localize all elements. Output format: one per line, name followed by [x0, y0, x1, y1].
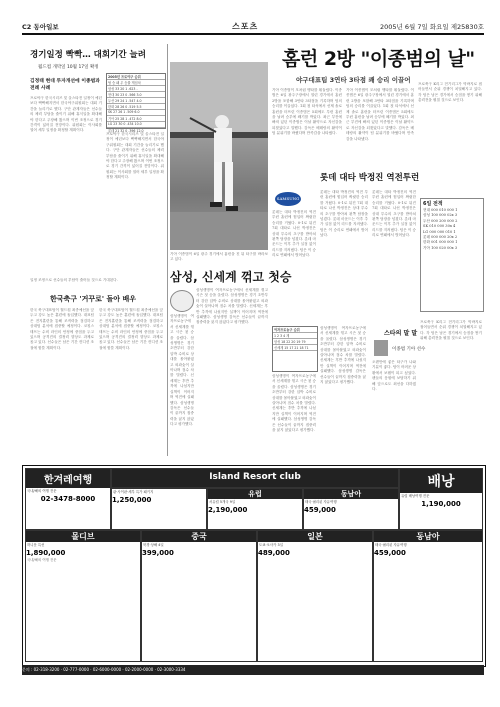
ad-china[interactable]	[141, 530, 257, 662]
ad-europe[interactable]	[207, 488, 303, 530]
basketball-score-table	[272, 326, 318, 372]
travel-ad-section	[22, 465, 486, 667]
right-notes-body: 프로축구 K리그 전기리그가 막바지로 접어들면서 순위 경쟁이 치열해지고 있다. 각 팀은 남은 경기에서 승점을 쌓기 위해 총력전을 펼칠 것으로 보인다.	[418, 82, 482, 103]
ad-line: 도쿄·오사카 3일	[259, 543, 283, 547]
scoreboard-line: LG 000 000 010 1	[423, 229, 456, 234]
left-caption: 일정 조정으로 선수들의 부담이 줄어들 것으로 기대된다.	[30, 278, 118, 282]
table-row: 현대 30 23 0 .566 3.0	[107, 92, 165, 98]
ad-line: 괌·사이판·세부 특가 패키지	[113, 490, 154, 494]
columnist-photo	[374, 340, 388, 356]
second-body: 삼성생명이 여자프로농구에서 신세계를 꺾고 시즌 첫 승을 올렸다. 삼성생명은 경기 초반부터 강한 압박 수비로 상대를 몰아붙였고 외곽슛이 살아나며 점수 차를 벌렸다. 신세계는 후반 추격에 나섰지만 실책이 이어지며 역전에 실패했다. 삼성생명 감독은 선수들이 끝까지 집중력을 잃지 않았다고 평가했다.	[196, 288, 268, 325]
second-body-4: 삼성생명이 여자프로농구에서 신세계를 꺾고 시즌 첫 승을 올렸다. 삼성생명은 경기 초반부터 강한 압박 수비로 상대를 몰아붙였고 외곽슛이 살아나며 점수 차를 벌렸다. 신세계는 후반 추격에 나섰지만 실책이 이어지며 역전에 실패했다. 삼성생명 감독은 선수들이 끝까지 집중력을 잃지 않았다고 평가했다.	[320, 326, 366, 385]
ad-line: 태국·필리핀 자유여행	[375, 543, 407, 547]
ad-price: 399,000	[142, 549, 174, 558]
ad-title: 중국	[142, 531, 256, 542]
scoreboard-box	[420, 198, 484, 312]
ad-line: 유럽 배낭여행 전문	[401, 494, 430, 498]
scoreboard-line: 두산 000 200 000 2	[423, 218, 458, 223]
ad-phone: 02-3478-8000	[40, 495, 96, 504]
section-title: 스포츠	[232, 22, 259, 31]
samsung-logo: SAMSUNG	[275, 192, 301, 206]
table-row: 롯데 21 32 0 .396 12.0	[108, 129, 144, 133]
ad-price: 489,000	[258, 549, 290, 558]
left-standings-table	[106, 73, 166, 133]
table-row: 기아 25 28 1 .472 8.0	[107, 116, 165, 122]
table-row: 팀 승 패 무 승률 게임차	[107, 80, 165, 86]
ad-line: 태국·필리핀 자유여행	[305, 500, 337, 504]
left-lower-body: 한국 축구대표팀이 월드컵 최종예선을 앞두고 강도 높은 훈련에 돌입했다. 대표팀은 전지훈련을 통해 조직력을 점검하고 상대팀 분석에 집중할 예정이다. 코칭스태프는 수비 라인의 안정에 중점을 두고 있으며 공격진의 결정력 향상도 과제로 꼽고 있다. 선수들은 남은 기간 컨디션 조절에 힘쓸 계획이다.	[30, 308, 94, 350]
ad-title: Island Resort club	[112, 469, 398, 482]
main-subhead: 야구대표팀 3연타 3타점 쾌 승리 이끌어	[296, 76, 411, 84]
ad-price: 1,890,000	[26, 549, 66, 558]
batter-figure-icon	[170, 62, 268, 250]
table-row: 한화 28 26 0 .519 5.5	[107, 104, 165, 110]
table-row: LG 23 30 0 .434 10.0	[107, 122, 165, 128]
left-small-head: 김정태 현대 투자개선에 이종범과 전례 사례	[30, 79, 100, 91]
photo-caption: 기아 이종범이 6일 광주 경기에서 홈런을 친 뒤 타구를 바라보고 있다.	[170, 252, 268, 262]
scoreboard-line: 삼성 100 000 02x 3	[423, 213, 458, 218]
ad-island-banner[interactable]	[111, 468, 399, 488]
batter-photo	[170, 62, 268, 250]
ad-title: 동남아	[304, 489, 398, 499]
ad-title: 몰디브	[26, 531, 140, 542]
ad-backpack[interactable]	[399, 468, 483, 530]
ad-title: 일본	[258, 531, 372, 542]
main-article-body-2: 기아 이종범이 모처럼 맹타를 휘둘렀다. 이종범은 6일 광주구장에서 열린 경기에서 홈런 2방을 포함해 3안타 3타점을 기록하며 팀의 승리를 이끌었다. 1회 첫 타석에서 선제 솔로 홈런을 터뜨린 이종범은 5회에도 투런 홈런을 날려 승부에 쐐기를 박았다. 최근 부진에 빠져 있던 이종범은 이날 활약으로 자신감을 되찾았다고 말했다. 감독은 베테랑의 활약이 팀 분위기를 바꿨다며 만족감을 나타냈다.	[346, 88, 414, 141]
page-header	[22, 22, 484, 32]
table-row: 삼성 33 20 1 .623 -	[107, 86, 165, 92]
ad-island-price[interactable]	[111, 488, 207, 530]
table-row: 1 2 3 4 계	[273, 333, 317, 339]
sidebar-body: 롯데는 대타 박정진의 역전 투런 홈런에 힘입어 짜릿한 승리를 거뒀다. 0-1로 뒤진 7회 대타로 나선 박정진은 상대 투수의 초구를 받아쳐 왼쪽 담장을 넘겼다. 롯데 마운드는 이후 추가 실점 없이 리드를 지켜냈다. 팀은 이 승리로 연패에서 벗어났다.	[272, 210, 316, 258]
ad-title: 동남아	[374, 531, 482, 542]
scoreboard-line: 한화 001 000 000 1	[423, 240, 458, 245]
ad-title: 한겨레여행	[26, 469, 110, 488]
ad-contact-strip: 문의 : 02-318-3200 · 02-777-0000 · 02-6000-0000 · 02-2000-0000 · 02-3000-3334	[22, 665, 484, 675]
header-rule	[22, 33, 484, 35]
second-body-3: 삼성생명이 여자프로농구에서 신세계를 꺾고 시즌 첫 승을 올렸다. 삼성생명은 경기 초반부터 강한 압박 수비로 상대를 몰아붙였고 외곽슛이 살아나며 점수 차를 벌렸다. 신세계는 후반 추격에 나섰지만 실책이 이어지며 역전에 실패했다. 삼성생명 감독은 선수들이 끝까지 집중력을 잃지 않았다고 평가했다.	[272, 374, 316, 433]
ad-hankyoreh[interactable]	[25, 468, 111, 530]
scoreboard-line: SK 010 000 30x 4	[423, 224, 456, 229]
column-body: 오랜만에 좋은 타구가 나와 기분이 좋다. 팀이 어려운 상황에서 보탬이 되고 싶었다. 팬들의 응원에 보답하기 위해 앞으로도 최선을 다하겠다.	[372, 360, 416, 392]
table-row: 신세계 15 17 21 18 71	[273, 345, 317, 351]
ad-title: 배낭	[400, 469, 482, 493]
sidebar-body-3: 롯데는 대타 박정진의 역전 투런 홈런에 힘입어 짜릿한 승리를 거뒀다. 0-1로 뒤진 7회 대타로 나선 박정진은 상대 투수의 초구를 받아쳐 왼쪽 담장을 넘겼다. 롯데 마운드는 이후 추가 실점 없이 리드를 지켜냈다. 팀은 이 승리로 연패에서 벗어났다.	[372, 190, 416, 238]
left-article-body: 프로야구 한국시리즈 및 올스타전 일정이 예년보다 빡빡해지면서 한국야구위원회는 대회 기간을 늘리기로 했다. 구단 관계자들은 선수들의 체력 부담을 줄이기 위해 휴식일을 확대해야 한다고 주장해 왔으며 이번 조정으로 경기 간격이 넓어질 전망이다. 위원회는 이사회를 열어 세부 일정을 확정할 계획이다.	[30, 96, 102, 133]
second-body-left: 삼성생명이 여자프로농구에서 신세계를 꺾고 시즌 첫 승을 올렸다. 삼성생명은 경기 초반부터 강한 압박 수비로 상대를 몰아붙였고 외곽슛이 살아나며 점수 차를 벌렸다. 신세계는 후반 추격에 나섰지만 실책이 이어지며 역전에 실패했다. 삼성생명 감독은 선수들이 끝까지 집중력을 잃지 않았다고 평가했다.	[170, 314, 194, 427]
columnist-name: 이종범 기아 선수	[392, 347, 426, 352]
ad-line: 북경·상해 4일	[143, 543, 164, 547]
sidebar-headline: 롯데 대타 박정진 역전투런	[320, 173, 420, 183]
table-title: 2005년 프로야구 순위	[107, 74, 165, 80]
left-lower-body-2: 한국 축구대표팀이 월드컵 최종예선을 앞두고 강도 높은 훈련에 돌입했다. 대표팀은 전지훈련을 통해 조직력을 점검하고 상대팀 분석에 집중할 예정이다. 코칭스태프는 수비 라인의 안정에 중점을 두고 있으며 공격진의 결정력 향상도 과제로 꼽고 있다. 선수들은 남은 기간 컨디션 조절에 힘쓸 계획이다.	[99, 308, 163, 350]
scoreboard-line: 현대 000 010 000 1	[423, 208, 458, 212]
left-lower-headline: 한국축구 '거꾸로' 돌아 배우	[50, 295, 136, 303]
issue-date: 2005년 6월 7일 화요일 제25830호	[380, 23, 484, 31]
column-divider	[167, 44, 168, 456]
sidebar-body-2: 롯데는 대타 박정진의 역전 투런 홈런에 힘입어 짜릿한 승리를 거뒀다. 0-1로 뒤진 7회 대타로 나선 박정진은 상대 투수의 초구를 받아쳐 왼쪽 담장을 넘겼다. 롯데 마운드는 이후 추가 실점 없이 리드를 지켜냈다. 팀은 이 승리로 연패에서 벗어났다.	[320, 190, 368, 238]
ad-price: 459,000	[304, 506, 336, 515]
page-number: C2 동아일보	[22, 23, 59, 31]
ad-japan[interactable]	[257, 530, 373, 662]
main-headline: 홈런 2방 "이종범의 날"	[282, 48, 475, 70]
second-headline: 삼성, 신세계 꺾고 첫승	[170, 270, 292, 284]
left-byline-note: 월드컵 개막일 10월 17일 확정	[38, 65, 99, 70]
ad-maldives[interactable]	[25, 530, 141, 662]
scoreboard-line: 기아 100 020 00x 3	[423, 245, 458, 250]
ad-line: 국내/해외 여행 전문	[27, 489, 57, 493]
ad-price: 2,190,000	[208, 506, 248, 515]
table-row: 삼성 18 22 20 19 79	[273, 339, 317, 345]
ad-title: 유럽	[208, 489, 302, 499]
table-row: 두산 29 24 1 .547 4.0	[107, 98, 165, 104]
scoreboard-title: 6일 전적	[423, 201, 443, 207]
ad-price: 1,190,000	[421, 500, 461, 509]
right-notes-body-2: 프로축구 K리그 전기리그가 막바지로 접어들면서 순위 경쟁이 치열해지고 있다. 각 팀은 남은 경기에서 승점을 쌓기 위해 총력전을 펼칠 것으로 보인다.	[420, 320, 482, 341]
table-row: SK 27 26 1 .509 6.0	[107, 110, 165, 116]
ad-price: 459,000	[374, 549, 406, 558]
main-article-body: 기아 이종범이 모처럼 맹타를 휘둘렀다. 이종범은 6일 광주구장에서 열린 경기에서 홈런 2방을 포함해 3안타 3타점을 기록하며 팀의 승리를 이끌었다. 1회 첫 타석에서 선제 솔로 홈런을 터뜨린 이종범은 5회에도 투런 홈런을 날려 승부에 쐐기를 박았다. 최근 부진에 빠져 있던 이종범은 이날 활약으로 자신감을 되찾았다고 말했다. 감독은 베테랑의 활약이 팀 분위기를 바꿨다며 만족감을 나타냈다.	[272, 88, 342, 136]
ad-southeast-asia[interactable]	[303, 488, 399, 530]
table-title: 여자프로농구 순위	[273, 327, 317, 333]
ad-line: 서유럽 5개국 9일	[209, 500, 236, 504]
ad-line: 국내/해외 여행 전문	[27, 558, 57, 563]
ad-price: 1,250,000	[112, 496, 152, 505]
left-article-body-2: 프로야구 한국시리즈 및 올스타전 일정이 예년보다 빡빡해지면서 한국야구위원회는 대회 기간을 늘리기로 했다. 구단 관계자들은 선수들의 체력 부담을 줄이기 위해 휴식일을 확대해야 한다고 주장해 왔으며 이번 조정으로 경기 간격이 넓어질 전망이다. 위원회는 이사회를 열어 세부 일정을 확정할 계획이다.	[106, 132, 164, 180]
ad-southeast-asia-2[interactable]	[373, 530, 483, 662]
ad-line: 허니문 특선	[27, 543, 45, 547]
team-emblem-icon	[170, 290, 194, 312]
column-title: 스타의 말 말	[384, 330, 418, 337]
scoreboard-line: 롯데 000 000 20x 2	[423, 235, 458, 240]
left-headline: 경기일정 빡빡… 대회기간 늘려	[30, 50, 146, 60]
